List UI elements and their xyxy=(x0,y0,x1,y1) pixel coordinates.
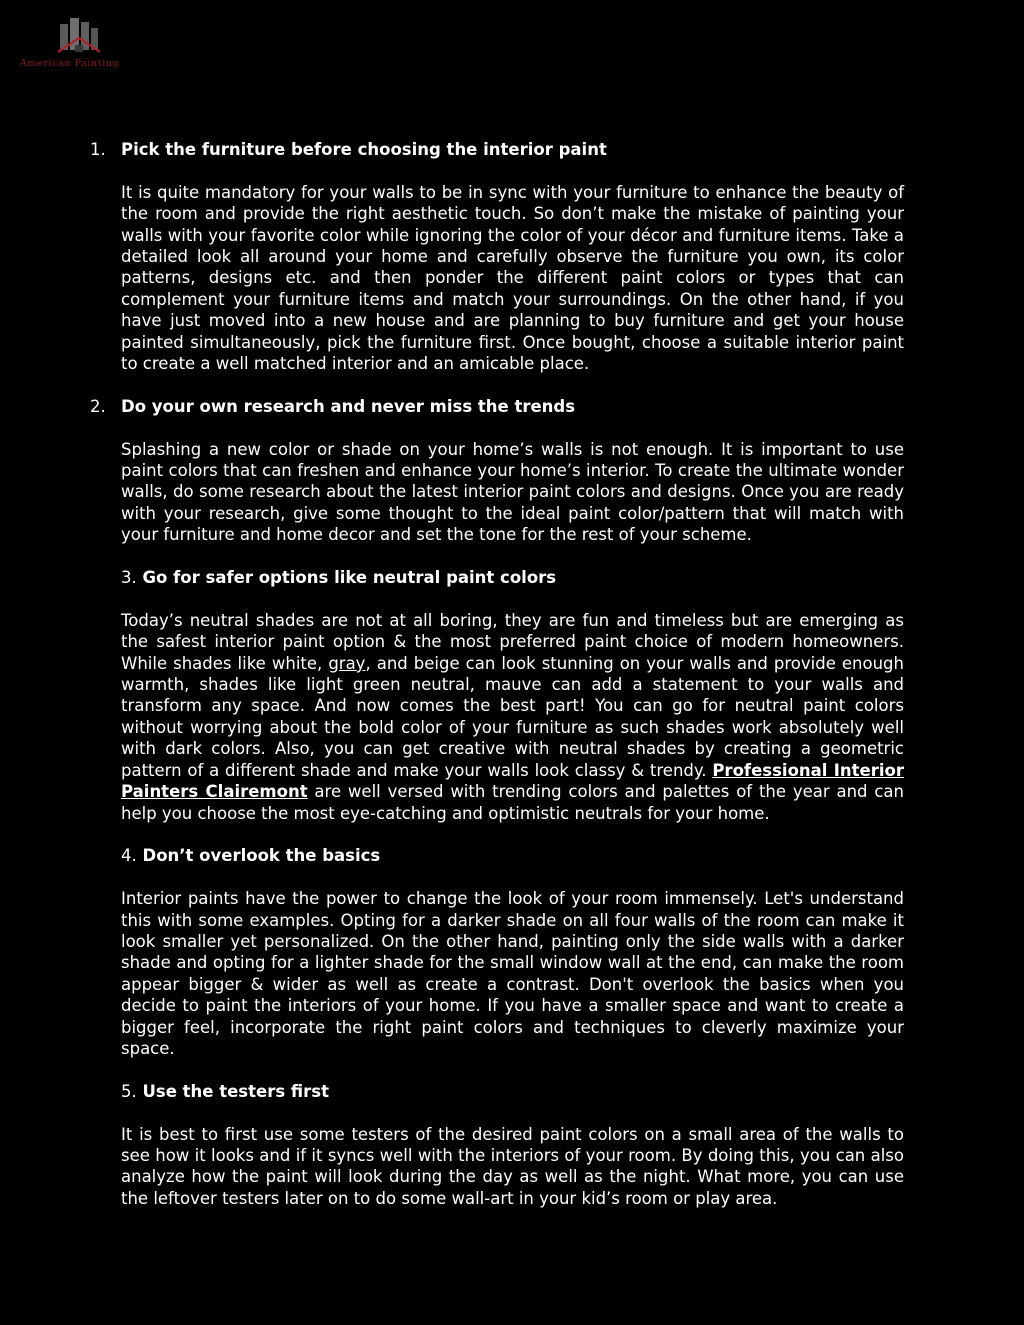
section-title: Use the testers first xyxy=(142,1081,329,1101)
paragraph-text: , and beige can look stunning on your walls and provide enough warmth, shades like light green neutral, mauve can add a statement to your walls and transform any space. And now comes the best part! You can go for neutral paint colors without worrying about the bold color of your furniture as such shades work absolutely well with dark colors. Also, you can get creative with neutral shades by creating a geometric pattern of a different shade and make your walls look classy & trendy. xyxy=(121,653,904,780)
section-number: 2. xyxy=(90,396,106,416)
section-3 xyxy=(121,567,904,824)
section-number: 3. xyxy=(121,568,137,588)
american-painting-logo xyxy=(18,12,140,74)
section-heading xyxy=(121,845,904,866)
section-2 xyxy=(90,396,904,546)
professional-painters-link[interactable]: Professional Interior Painters Clairemont xyxy=(121,760,904,802)
section-heading xyxy=(90,139,904,160)
section-paragraph: It is quite mandatory for your walls to be in sync with your furniture to enhance the beauty of the room and provide the right aesthetic touch. So don’t make the mistake of painting your walls with your favorite color while ignoring the color of your décor and furniture items. Take a detailed look all around your home and carefully observe the furniture you own, its color patterns, designs etc. and then ponder the different paint colors or types that can complement your furniture items and match your surroundings. On the other hand, if you have just moved into a new house and are planning to buy furniture and get your house painted simultaneously, pick the furniture first. Once bought, choose a suitable interior paint to create a well matched interior and an amicable place. xyxy=(121,182,904,374)
section-title: Do your own research and never miss the trends xyxy=(121,396,576,416)
section-paragraph xyxy=(121,610,904,824)
gray-link[interactable]: gray xyxy=(328,653,366,673)
section-title: Don’t overlook the basics xyxy=(142,846,381,866)
section-heading xyxy=(90,396,904,417)
section-paragraph: Interior paints have the power to change the look of your room immensely. Let's understand this with some examples. Opting for a darker shade on all four walls of the room can make it look smaller yet personalized. On the other hand, painting only the side walls with a darker shade and opting for a lighter shade for the small window wall at the end, can make the room appear bigger & wider as well as create a contrast. Don't overlook the basics when you decide to paint the interiors of your home. If you have a smaller space and want to create a bigger feel, incorporate the right paint colors and techniques to cleverly maximize your space. xyxy=(121,889,904,1058)
section-number: 1. xyxy=(90,140,106,159)
section-title: Go for safer options like neutral paint colors xyxy=(142,568,557,588)
section-heading xyxy=(121,1081,904,1102)
section-1 xyxy=(90,139,904,374)
section-number: 4. xyxy=(121,846,137,866)
section-title: Pick the furniture before choosing the interior paint xyxy=(121,140,607,159)
paragraph-text: Today’s neutral shades are not at all boring, they are fun and timeless but are emerging as the safest interior paint option & the most preferred paint choice of modern homeowners. While shades like white, xyxy=(121,610,904,673)
section-paragraph: It is best to first use some testers of the desired paint colors on a small area of the walls to see how it looks and if it syncs well with the interiors of your room. By doing this, you can also analyze how the paint will look during the day as well as the night. What more, you can use the leftover testers later on to do some wall-art in your kid’s room or play area. xyxy=(121,1124,904,1208)
section-paragraph: Splashing a new color or shade on your home’s walls is not enough. It is important to use paint colors that can freshen and enhance your home’s interior. To create the ultimate wonder walls, do some research about the latest interior paint colors and designs. Once you are ready with your research, give some thought to the ideal paint color/pattern that will match with your furniture and home decor and set the tone for the rest of your scheme. xyxy=(121,439,904,545)
section-5 xyxy=(121,1081,904,1209)
building-logo-icon xyxy=(56,14,102,58)
section-heading xyxy=(121,567,904,588)
section-4 xyxy=(121,845,904,1059)
paragraph-text: are well versed with trending colors and palettes of the year and can help you choose the most eye-catching and optimistic neutrals for your home. xyxy=(121,782,904,823)
section-number: 5. xyxy=(121,1081,137,1101)
article-body xyxy=(90,139,904,1231)
logo-brand-text: American Painting xyxy=(20,58,120,69)
